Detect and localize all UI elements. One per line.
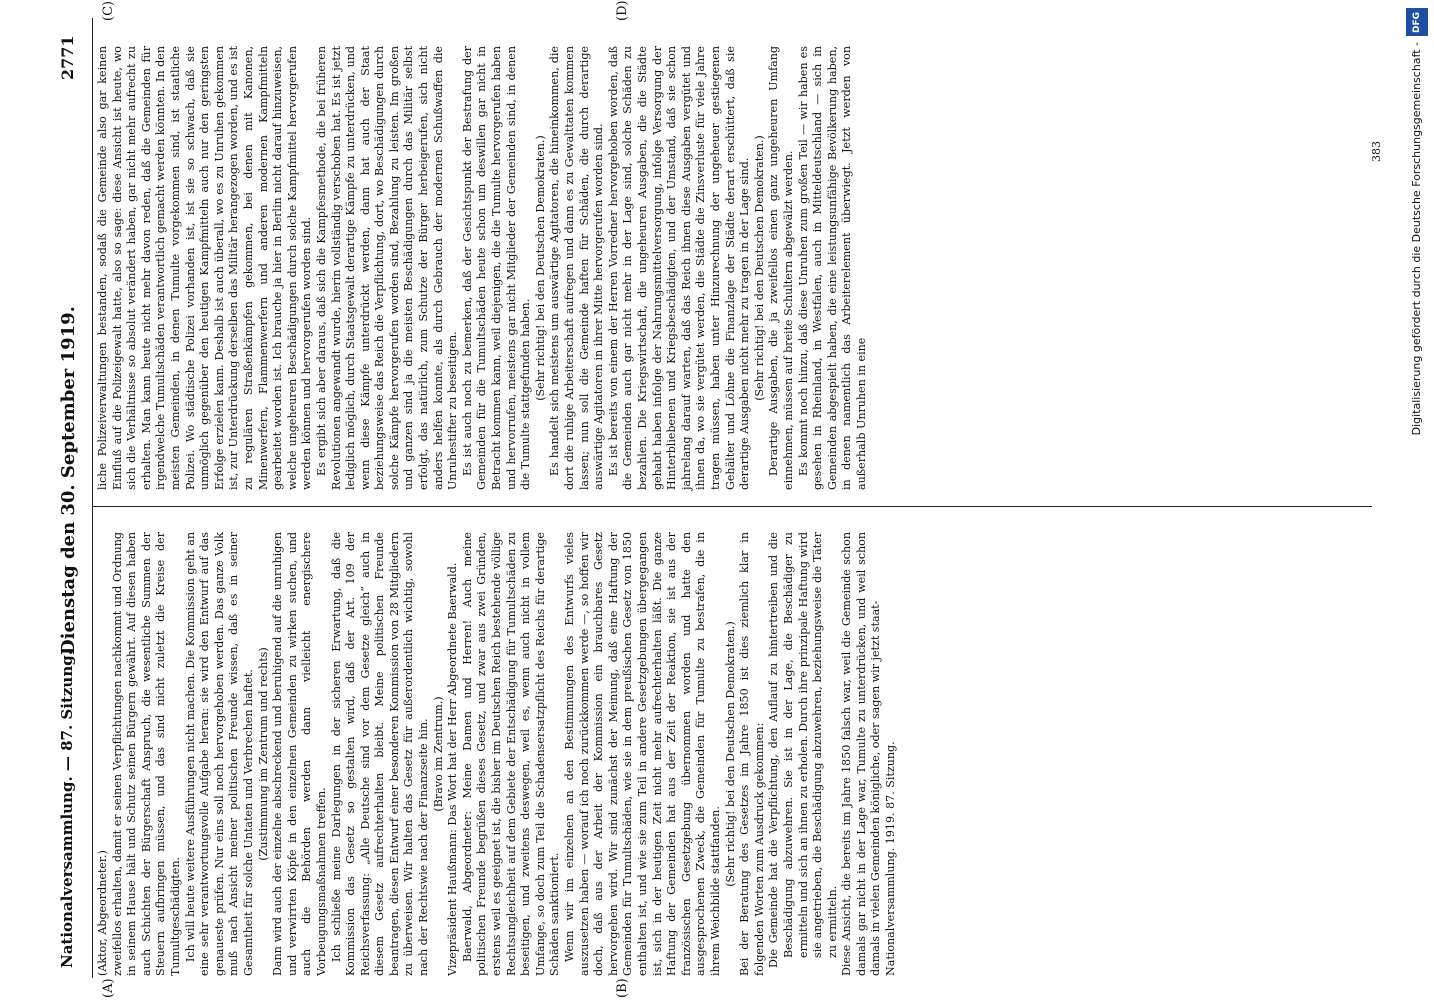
footer-number: 383 xyxy=(1370,141,1383,162)
paragraph: Nationalversammlung. 1919. 87. Sitzung. xyxy=(884,741,898,976)
header-date: Dienstag den 30. September 1919. xyxy=(58,306,79,655)
paragraph: Dann wird auch der einzelne abschreckend und beruhigend auf die unruhigen und verwirrten Köpfe in den einzelnen Gemeinden zu wirken suchen, und auch die Behörden werden dann vielleicht energischere Vorbeugungsmaßnahmen treffen. xyxy=(271,532,328,976)
paragraph: Es handelt sich meistens um auswärtige Agitatoren, die hineinkommen, die dort die ruhige Arbeiterschaft aufregen und dann es zu Gewalttaten kommen lassen; nun soll die Gemeinde haften für Schäden, die durch derartige auswärtige Agitatoren in ihrer Mitte hervorgerufen worden sind. xyxy=(548,46,606,490)
paragraph: Ich schließe meine Darlegungen in der sicheren Erwartung, daß die Kommission das Gesetz so gestalten wird, daß der Art. 109 der Reichsverfassung: „Alle Deutsche sind vor dem Gesetze gleich“ auch in diesem Gesetz aufrechterhalten bleibt. Meine politischen Freunde beantragen, diesen Entwurf einer besonderen Kommission von 28 Mitgliedern zu überweisen. Wir halten das Gesetz für außerordentlich wichtig, sowohl nach der Rechtswie nach der Finanzseite hin. xyxy=(329,532,431,976)
paragraph: liche Polizeiverwaltungen bestanden, sodaß die Gemeinde also gar keinen Einfluß auf die Polizeigewalt hatte, also so sage: diese Ansicht ist heute, wo sich die Verhältnisse so absolut verändert haben, gar nicht mehr aufrecht zu erhalten. Man kann heute nicht mehr davon reden, daß die Gemeinden für irgendwelche Tumultschäden verantwortlich gemacht werden könnten. In den meisten Gemeinden, in denen Tumulte vorgekommen sind, ist staatliche Polizei. Wo städtische Polizei vorhanden ist, ist sie so schwach, daß sie unmöglich gegenüber den heutigen Kampfmitteln auch nur den geringsten Erfolge erzielen kann. Deshalb ist auch überall, wo es zu Unruhen gekommen ist, zur Unterdrückung derselben das Militär herangezogen worden, und es ist zu regulären Straßenkämpfen gekommen, bei denen mit Kanonen, Minenwerfern, Flammenwerfern und anderen modernen Kampfmitteln gearbeitet worden ist. Ich brauche ja hier in Berlin nicht darauf hinzuweisen, welche ungeheuren Beschädigungen durch solche Kampfmittel hervorgerufen werden können und hervorgerufen worden sind. xyxy=(96,46,314,490)
margin-mark-a: (A) xyxy=(101,978,116,998)
paragraph: Es ist bereits von einem der Herren Vorredner hervorgehoben worden, daß die Gemeinden auch gar nicht mehr in der Lage sind, solche Schäden zu bezahlen. Die Kriegswirtschaft, die ungeheuren Ausgaben, die die Städte gehabt haben infolge der Nahrungsmittelversorgung, infolge Versorgung der Hinterbliebenen und Kriegsbeschädigten, und der Umstand, daß sie schon jahrelang darauf warten, daß das Reich ihnen diese Ausgaben vergütet und ihnen da, wo sie vergütet werden, die Städte die Zinsverluste für viele Jahre tragen müssen, haben unter Hinzurechnung der ungeheuer gestiegenen Gehälter und Löhne die Finanzlage der Städte derart erschüttert, daß sie derartige Ausgaben nicht mehr zu tragen in der Lage sind. xyxy=(606,46,752,490)
column-divider xyxy=(92,506,1372,507)
paragraph: Wenn wir im einzelnen an den Bestimmungen des Entwurfs vieles auszusetzen haben — worauf ich noch zurückkommen werde —, so hoffen wir doch, daß aus der Arbeit der Kommission ein brauchbares Gesetz hervorgehen wird. Wir sind zunächst der Meinung, daß eine Haftung der Gemeinden für Tumultschäden, wie sie in dem preußischen Gesetz von 1850 enthalten ist, und wie sie zum Teil in andere Gesetzgebungen übergegangen ist, sich in der heutigen Zeit nicht mehr aufrechterhalten läßt. Die ganze Haftung der Gemeinden hat aus der Zeit der Reaktion, sie ist aus der französischen Gesetzgebung übernommen worden und hatte den ausgesprochenen Zweck, die Gemeinden für Tumulte zu bestrafen, die in ihrem Weichbilde stattfanden. xyxy=(563,532,722,976)
header-left-title: Nationalversammlung. — 87. Sitzung. xyxy=(58,650,76,968)
paragraph: (Sehr richtig! bei den Deutschen Demokraten.) xyxy=(533,135,547,401)
text-column-right xyxy=(96,46,869,490)
margin-mark-b: (B) xyxy=(615,978,630,998)
paragraph: zweifellos erhalten, damit er seinen Verpflichtungen nachkommt und Ordnung in seinem Hause hält und Schutz seinen Bürgern gewährt. Auf diesen haben auch Schichten der Bürgerschaft Anspruch, die wesentliche Summen der Steuern aufbringen müssen, und das sind nicht zuletzt die Kreise der Tumultgeschädigten. xyxy=(110,532,182,976)
paragraph: (Aktor, Abgeordneter.) xyxy=(96,850,109,976)
margin-mark-d: (D) xyxy=(615,0,630,21)
header-rule xyxy=(92,18,93,978)
dfg-logo: DFG xyxy=(1406,8,1428,36)
page-header xyxy=(58,0,88,1000)
text-column-left xyxy=(96,532,899,976)
paragraph: Bei der Beratung des Gesetzes im Jahre 1850 ist dies ziemlich klar in folgenden Worten zum Ausdruck gekommen: xyxy=(738,532,766,976)
paragraph: Es ergibt sich aber daraus, daß sich die Kampfesmethode, die bei früheren Revolutionen angewandt wurde, hierin vollständig verschoben hat. Es ist jetzt lediglich möglich, durch Staatsgewalt derartige Kämpfe zu unterdrücken, und wenn diese Kämpfe unterdrückt werden, dann hat auch der Staat beziehungsweise das Reich die Verpflichtung, dort, wo Beschädigungen durch solche Kämpfe hervorgerufen worden sind, Bezahlung zu leisten. Im großen und ganzen sind ja die meisten Beschädigungen durch das Militär selbst erfolgt, das natürlich, zum Schutze der Bürger herbeigerufen, sich nicht anders helfen konnte, als durch Gebrauch der modernen Schußwaffen die Unruhestifter zu beseitigen. xyxy=(314,46,460,490)
header-page-number: 2771 xyxy=(58,35,77,80)
paragraph: (Sehr richtig! bei den Deutschen Demokraten.) xyxy=(723,621,737,887)
digitization-credit: Digitalisierung gefördert durch die Deutsche Forschungsgemeinschaft - xyxy=(1410,42,1423,436)
paragraph: (Bravo im Zentrum.) xyxy=(431,696,445,812)
paragraph: Die Gemeinde hat die Verpflichtung, den Auflauf zu hintertreiben und die Beschädigung abzuwehren. Sie ist in der Lage, die Beschädiger zu ermitteln und sich an ihnen zu erholen. Durch ihre prinzipale Haftung wird sie angetrieben, die Beschädigung abzuwehren, beziehungsweise die Täter zu ermitteln. xyxy=(767,532,839,968)
paragraph: Diese Ansicht, die bereits im Jahre 1850 falsch war, weil die Gemeinde schon damals gar nicht in der Lage war, Tumulte zu unterdrücken, und weil schon damals in vielen Gemeinden königliche, oder sagen wir jetzt staat- xyxy=(840,532,883,976)
paragraph: Derartige Ausgaben, die ja zweifellos einen ganz ungeheuren Umfang einnehmen, müssen auf breite Schultern abgewälzt werden. xyxy=(767,46,795,490)
paragraph: Es kommt noch hinzu, daß diese Unruhen zum großen Teil — wir haben es gesehen in Rheinland, in Westfalen, auch in Mitteldeutschland — sich in Gemeinden abgespielt haben, die eine leistungsunfähige Bevölkerung haben, in denen namentlich das Arbeiterelement überwiegt. Jetzt werden von außerhalb Unruhen in eine xyxy=(796,46,868,490)
paragraph: Vizepräsident Haußmann: Das Wort hat der Herr Abgeordnete Baerwald. xyxy=(446,562,460,976)
paragraph: (Sehr richtig! bei den Deutschen Demokraten.) xyxy=(752,135,766,401)
paragraph: (Zustimmung im Zentrum und rechts) xyxy=(256,647,270,861)
sidebar-credit xyxy=(1402,0,1434,1000)
paragraph: Es ist auch noch zu bemerken, daß der Gesichtspunkt der Bestrafung der Gemeinden für die Tumultschäden heute schon um deswillen gar nicht in Betracht kommen kann, weil diejenigen, die die Tumulte hervorgerufen haben und hervorrufen, meistens gar nicht Mitglieder der Gemeinden sind, in denen die Tumulte stattgefunden haben. xyxy=(460,46,533,490)
paragraph: Ich will heute weitere Ausführungen nicht machen. Die Kommission geht an eine sehr verantwortungsvolle Aufgabe heran: sie wird den Entwurf auf das genaueste prüfen. Nur eins soll noch hervorgehoben werden. Das ganze Volk muß nach Ansicht meiner politischen Freunde wissen, daß es in seiner Gesamtheit für solche Untaten und Verbrechen haftet. xyxy=(183,532,255,976)
margin-mark-c: (C) xyxy=(101,0,116,21)
paragraph: Baerwald, Abgeordneter: Meine Damen und Herren! Auch meine politischen Freunde begrüßen dieses Gesetz, und zwar aus zwei Gründen, erstens weil es geeignet ist, die bisher im Deutschen Reich bestehende völlige Rechtsungleichheit auf dem Gebiete der Entschädigung für Tumultschäden zu beseitigen, und zweitens deswegen, weil es, wenn auch nicht in vollem Umfange, so doch zum Teil die Schadensersatzpflicht des Reichs für derartige Schäden sanktioniert. xyxy=(460,532,562,976)
